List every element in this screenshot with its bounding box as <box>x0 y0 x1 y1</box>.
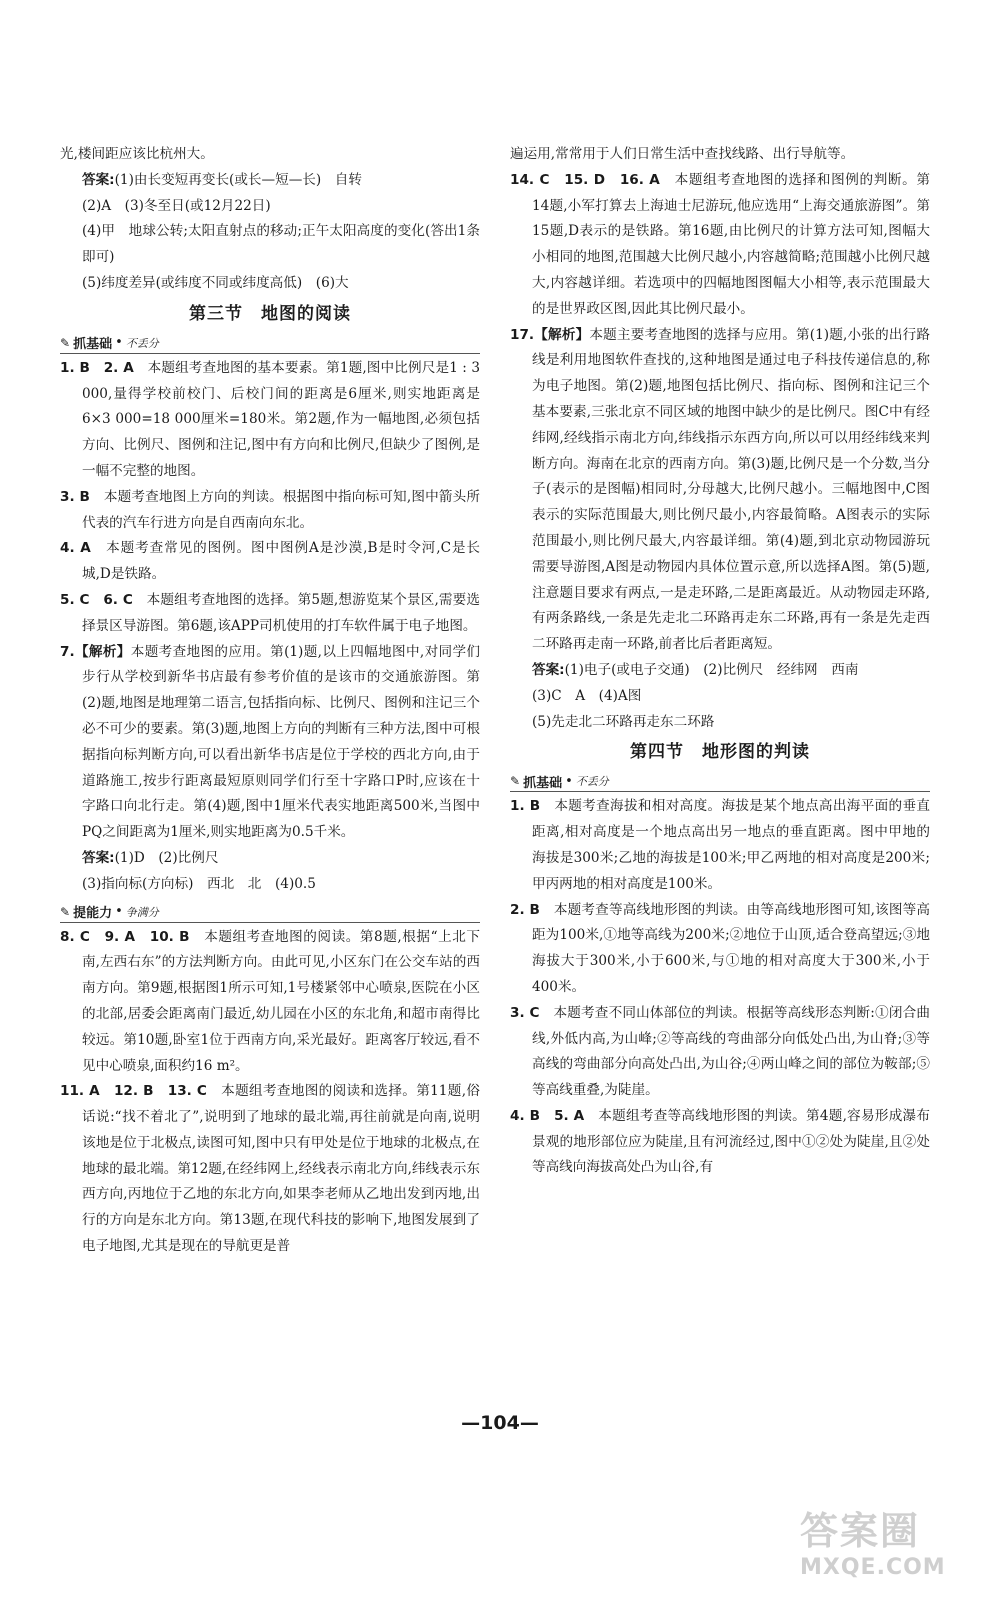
explanation-text: 本题考查海拔和相对高度。海拔是某个地点高出海平面的垂直距离,相对高度是一个地点高出另一地点的垂直距离。图中甲地的海拔是300米;乙地的海拔是100米;甲乙两地的相对高度是200米;甲丙两地的相对高度是100米。 <box>532 798 931 892</box>
question-number: 3. C <box>510 1004 540 1021</box>
answer-item <box>510 1104 930 1181</box>
answer-item <box>60 356 480 485</box>
question-number: 11. A 12. B 13. C <box>60 1083 207 1100</box>
level-header <box>60 902 480 923</box>
level-name: 抓基础 <box>73 337 113 353</box>
left-column <box>60 142 480 1260</box>
level-dot: • <box>565 773 573 789</box>
question-number: 7.【解析】 <box>60 643 131 660</box>
answer-item <box>510 794 930 897</box>
pencil-icon: ✎ <box>60 335 71 350</box>
explanation-text: 本题组考查地图的阅读。第8题,根据“上北下南,左西右东”的方法判断方向。由此可见,小区东门在公交车站的西南方向。第9题,根据图1所示可知,1号楼紧邻中心喷泉,医院在小区的北部,居委会距离南门最近,幼儿园在小区的东北角,和超市南得比较远。第10题,卧室1位于西南方向,采光最好。距离客厅较远,看不见中心喷泉,面积约16 m²。 <box>82 928 480 1074</box>
question-number: 17.【解析】 <box>510 326 590 343</box>
question-number: 8. C 9. A 10. B <box>60 928 190 945</box>
answer-text: (1)电子(或电子交通) (2)比例尺 经纬网 西南 <box>564 661 859 678</box>
pencil-icon: ✎ <box>60 904 71 919</box>
level-slogan: 不丢分 <box>125 336 159 350</box>
answer-item <box>60 588 480 640</box>
answer-text: (1)由长变短再变长(或长—短—长) 自转 <box>114 171 362 188</box>
question-number: 1. B 2. A <box>60 359 134 376</box>
answer-label: 答案: <box>532 661 565 678</box>
answer-line: (5)纬度差异(或纬度不同或纬度高低) (6)大 <box>82 274 349 291</box>
continued-text: 遍运用,常常用于人们日常生活中查找线路、出行导航等。 <box>510 146 855 162</box>
answer-item <box>60 485 480 537</box>
answer-line: (5)先走北二环路再走东二环路 <box>532 713 715 730</box>
explanation-text: 本题考查地图的应用。第(1)题,以上四幅地图中,对同学们步行从学校到新华书店最有参考价值的是该市的交通旅游图。第(2)题,地图是地理第二语言,包括指向标、比例尺、图例和注记三个必不可少的要素。第(3)题,地图上方向的判断有三种方法,图中可根据指向标判断方向,可以看出新华书店是位于学校的西北方向,由于道路施工,按步行距离最短原则同学们行至十字路口P时,应该在十字路口向北行走。第(4)题,图中1厘米代表实地距离500米,当图中PQ之间距离为1厘米,则实地距离为0.5千米。 <box>82 643 481 841</box>
watermark-url: MXQE.COM <box>800 1555 946 1580</box>
answer-item <box>60 640 480 846</box>
section-title: 第三节 地图的阅读 <box>189 303 351 324</box>
level-slogan: 争满分 <box>125 905 159 919</box>
answer-label: 答案: <box>82 171 115 188</box>
explanation-text: 本题组考查等高线地形图的判读。第4题,容易形成瀑布景观的地形部位应为陡崖,且有河流经过,图中①②处为陡崖,且②处等高线向海拔高处凸为山谷,有 <box>532 1107 931 1176</box>
answer-line <box>60 168 480 194</box>
question-number: 3. B <box>60 488 90 505</box>
answer-item <box>60 1079 480 1260</box>
question-number: 4. A <box>60 540 91 557</box>
section-title: 第四节 地形图的判读 <box>630 742 810 763</box>
explanation-text: 本题组考查地图的选择和图例的判断。第14题,小军打算去上海迪士尼游玩,他应选用“上海交通旅游图”。第15题,D表示的是铁路。第16题,由比例尺的计算方法可知,图幅大小相同的地图,范围越大比例尺越小,内容越简略;范围越小比例尺越大,内容越详细。若选项中的四幅地图图幅大小相等,表示范围最大的是世界政区图,因此其比例尺最小。 <box>532 171 930 317</box>
question-number: 1. B <box>510 798 541 815</box>
question-number: 14. C 15. D 16. A <box>510 171 660 188</box>
explanation-text: 本题考查常见的图例。图中图例A是沙漠,B是时令河,C是长城,D是铁路。 <box>82 540 480 583</box>
level-name: 抓基础 <box>523 775 563 791</box>
explanation-text: 本题考查等高线地形图的判读。由等高线地形图可知,该图等高距为100米,①地等高线为200米;②地位于山顶,适合登高望远;③地海拔大于300米,小于600米,与①地的相对高度大于300米,小于400米。 <box>532 901 931 995</box>
watermark <box>800 1500 990 1596</box>
question-number: 2. B <box>510 901 540 918</box>
question-number: 5. C 6. C <box>60 591 133 608</box>
question-number: 4. B 5. A <box>510 1107 585 1124</box>
answer-item <box>510 168 930 323</box>
answer-line <box>510 658 930 684</box>
level-dot: • <box>115 904 123 920</box>
level-dot: • <box>115 335 123 351</box>
explanation-text: 本题组考查地图的基本要素。第1题,图中比例尺是1 : 3 000,量得学校前校门、后校门间的距离是6厘米,则实地距离是6×3 000=18 000厘米=180米。第2题,作为一幅地图,必须包括方向、比例尺、图例和注记,图中有方向和比例尺,但缺少了图例,是一幅不完整的地图。 <box>82 359 480 479</box>
answer-item <box>60 925 480 1080</box>
level-header <box>510 771 930 792</box>
answer-line: (4)甲 地球公转;太阳直射点的移动;正午太阳高度的变化(答出1条即可) <box>82 223 480 266</box>
answer-line: (2)A (3)冬至日(或12月22日) <box>82 197 271 214</box>
answer-line: (3)C A (4)A图 <box>532 687 642 704</box>
answer-item <box>510 1001 930 1104</box>
explanation-text: 本题组考查地图的阅读和选择。第11题,俗话说:“找不着北了”,说明到了地球的最北端,再往前就是向南,说明该地是位于北极点,读图可知,图中只有甲处是位于地球的北极点,在地球的最北端。第12题,在经纬网上,经线表示南北方向,纬线表示东西方向,丙地位于乙地的东北方向,如果李老师从乙地出发到丙地,出行的方向是东北方向。第13题,在现代科技的影响下,地图发展到了电子地图,尤其是现在的导航更是普 <box>82 1083 480 1255</box>
answer-item <box>510 898 930 1001</box>
answer-item <box>510 323 930 658</box>
watermark-logo-text: 答案圈 <box>800 1509 921 1553</box>
level-name: 提能力 <box>73 906 113 922</box>
answer-label: 答案: <box>82 849 115 866</box>
answer-line: (3)指向标(方向标) 西北 北 (4)0.5 <box>82 875 316 892</box>
level-slogan: 不丢分 <box>575 775 609 789</box>
level-header <box>60 333 480 354</box>
page-number: —104— <box>461 1412 539 1434</box>
right-column <box>510 142 930 1181</box>
pencil-icon: ✎ <box>510 774 521 789</box>
explanation-text: 本题考查不同山体部位的判读。根据等高线形态判断:①闭合曲线,外低内高,为山峰;②等高线的弯曲部分向低处凸出,为山脊;③等高线的弯曲部分向高处凸出,为山谷;④两山峰之间的部位为鞍部;⑤等高线重叠,为陡崖。 <box>532 1004 930 1099</box>
answer-text: (1)D (2)比例尺 <box>114 849 219 866</box>
explanation-text: 本题考查地图上方向的判读。根据图中指向标可知,图中箭头所代表的汽车行进方向是自西南向东北。 <box>82 488 481 531</box>
explanation-text: 本题组考查地图的选择。第5题,想游览某个景区,需要选择景区导游图。第6题,该APP司机使用的打车软件属于电子地图。 <box>82 591 480 634</box>
answer-item <box>60 536 480 588</box>
answer-line <box>60 846 480 872</box>
explanation-text: 本题主要考查地图的选择与应用。第(1)题,小张的出行路线是利用地图软件查找的,这种地图是通过电子科技传递信息的,称为电子地图。第(2)题,地图包括比例尺、指向标、图例和注记三个基本要素,三张北京不同区域的地图中缺少的是比例尺。图C中有经纬网,经线指示南北方向,纬线指示东西方向,所以可以用经纬线来判断方向。海南在北京的西南方向。第(3)题,比例尺是一个分数,当分子(表示的是图幅)相同时,分母越大,比例尺越小。三幅地图中,C图表示的实际范围最大,则比例尺最小,内容最简略。A图表示的实际范围最小,则比例尺最大,内容最详细。第(4)题,到北京动物园游玩需要导游图,A图是动物园内具体位置示意,所以选择A图。第(5)题,注意题目要求有两点,一是走环路,二是距离最近。从动物园走环路,有两条路线,一条是先走北二环路再走东二环路,再有一条是先走西二环路再走南一环路,前者比后者距离短。 <box>532 326 930 653</box>
continued-text: 光,楼间距应该比杭州大。 <box>60 146 214 162</box>
